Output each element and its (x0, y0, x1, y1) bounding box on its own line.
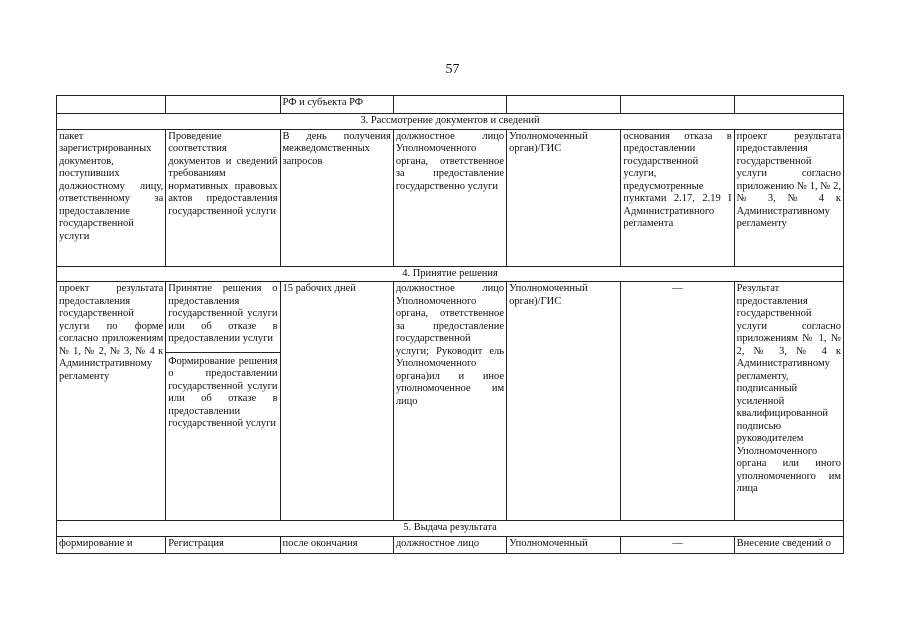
table-cell: после окончания (280, 536, 393, 553)
table-cell: — (621, 282, 734, 521)
table-cell: Регистрация (166, 536, 280, 553)
section-header-row (57, 521, 844, 537)
page-number: 57 (445, 62, 460, 77)
table-row (57, 536, 844, 553)
table-cell: Уполномоченный орган)/ГИС (507, 282, 621, 521)
section-header-row (57, 114, 844, 130)
table-row (57, 96, 844, 114)
section-header-row (57, 266, 844, 282)
table-cell: должностное лицо Уполномоченного органа, ответственное за предоставление государственной услуги; Руководит ель Уполномоченного органа)ил и иное уполномоченное им лицо (393, 282, 506, 521)
subcell-forming: Формирование решения о предоставлении государственной услуги или об отказе в предоставлении государственной услуги (166, 352, 279, 431)
table-row (57, 282, 844, 521)
table-cell (393, 96, 506, 114)
table-cell: 15 рабочих дней (280, 282, 393, 521)
table-cell: пакет зарегистрированных документов, поступивших должностному лицу, ответственному за предоставление государственной услуги (57, 129, 166, 266)
table-cell: Уполномоченный орган)/ГИС (507, 129, 621, 266)
table-cell: Результат предоставления государственной услуги согласно приложениям № 1, № 2, № 3, № 4 к Административному регламенту, подписанный усиленной квалифицированной подписью руководителем Уполномоченного органа или иного уполномоченного им лица (734, 282, 843, 521)
table-cell (166, 282, 280, 521)
table-cell: Уполномоченный (507, 536, 621, 553)
table-cell: В день получения межведомственных запросов (280, 129, 393, 266)
section-title: 5. Выдача результата (57, 521, 844, 537)
subcell-decision: Принятие решения о предоставления государственной услуги или об отказе в предоставлении услуги (168, 283, 278, 344)
table-cell: РФ и субъекта РФ (280, 96, 393, 114)
table-cell: Проведение соответствия документов и сведений требованиям нормативных правовых актов предоставления государственной услуги (166, 129, 280, 266)
table-cell (734, 96, 843, 114)
table-cell: основания отказа в предоставлении государственной услуги, предусмотренные пунктами 2.17, 2.19 I Административного регламента (621, 129, 734, 266)
table-cell (621, 96, 734, 114)
table-cell: должностное лицо Уполномоченного органа, ответственное за предоставление государственно услуги (393, 129, 506, 266)
table-cell: проект результата предоставления государственной услуги по форме согласно приложениям № 1, № 2, № 3, № 4 к Административному регламенту (57, 282, 166, 521)
table-cell (507, 96, 621, 114)
procedure-table (56, 95, 844, 554)
table-cell: Внесение сведений о (734, 536, 843, 553)
table-cell (57, 96, 166, 114)
table-row (57, 129, 844, 266)
table-cell: — (621, 536, 734, 553)
table-cell (166, 96, 280, 114)
table-cell: должностное лицо (393, 536, 506, 553)
section-title: 3. Рассмотрение документов и сведений (57, 114, 844, 130)
table-cell: формирование и (57, 536, 166, 553)
section-title: 4. Принятие решения (57, 266, 844, 282)
table-cell: проект результата предоставления государственной услуги согласно приложению № 1, № 2, № 3, № 4 к Административному регламенту (734, 129, 843, 266)
